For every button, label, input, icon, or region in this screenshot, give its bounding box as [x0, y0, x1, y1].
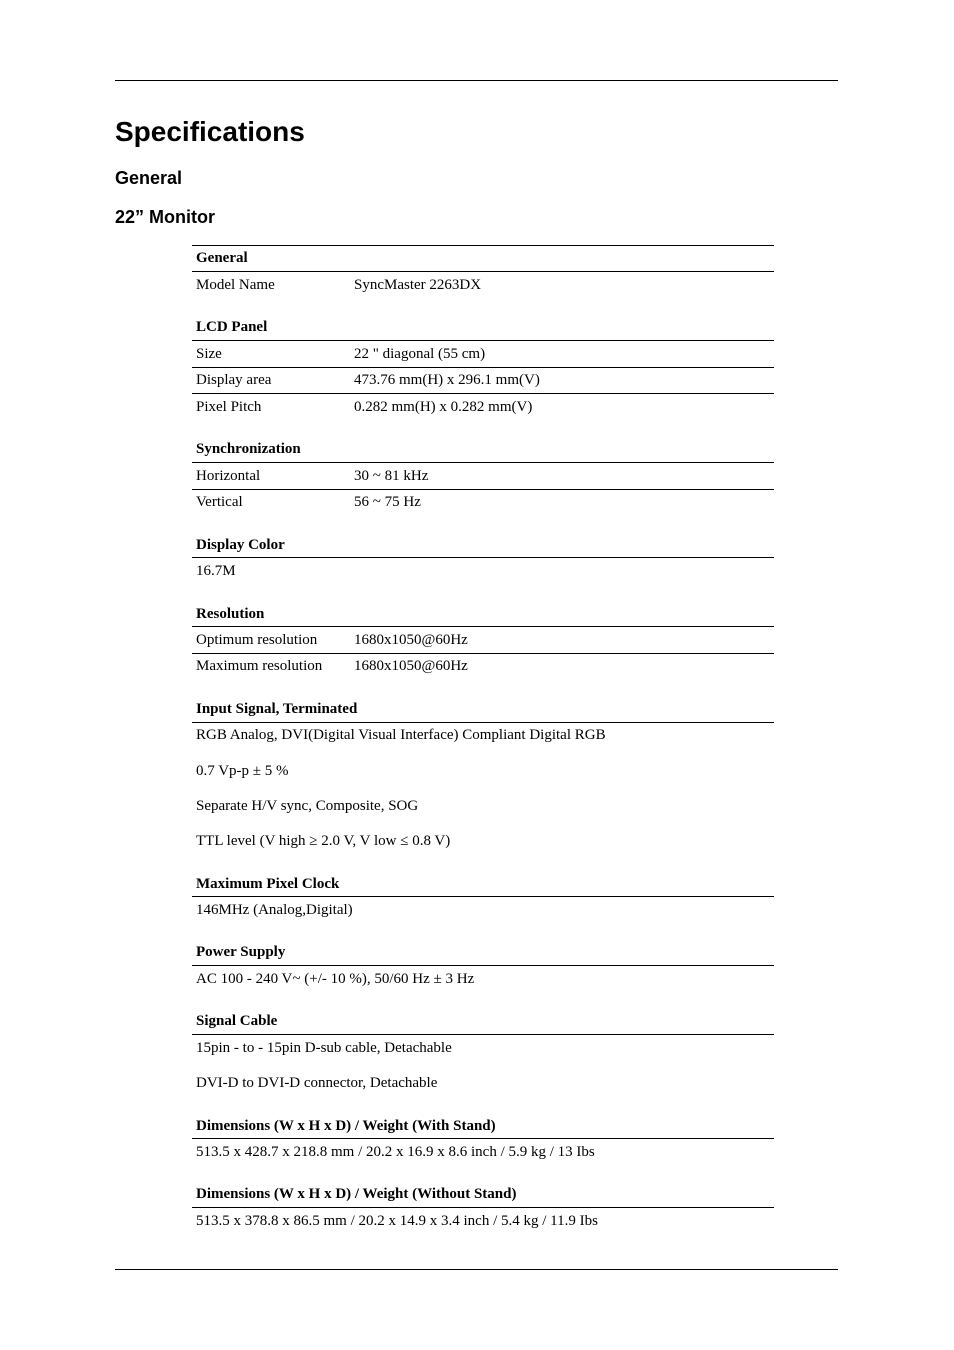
spec-group-heading: Signal Cable — [196, 1013, 278, 1029]
spec-label: Optimum resolution — [196, 632, 318, 648]
spec-text: Separate H/V sync, Composite, SOG — [196, 798, 419, 814]
spec-group-heading: Display Color — [196, 537, 285, 553]
row-divider — [192, 462, 774, 463]
spec-group-heading: Dimensions (W x H x D) / Weight (Without Stand) — [196, 1186, 517, 1202]
row-divider — [192, 489, 774, 490]
subsection-heading: 22” Monitor — [115, 207, 216, 227]
spec-value: 1680x1050@60Hz — [354, 658, 468, 674]
spec-group-heading: Power Supply — [196, 944, 286, 960]
row-divider — [192, 1138, 774, 1139]
row-divider — [192, 271, 774, 272]
table-top-border — [192, 245, 774, 246]
spec-value: 56 ~ 75 Hz — [354, 494, 421, 510]
bottom-rule — [115, 1269, 838, 1270]
spec-text: 513.5 x 378.8 x 86.5 mm / 20.2 x 14.9 x 3.4 inch / 5.4 kg / 11.9 Ibs — [196, 1213, 598, 1229]
spec-text: 15pin - to - 15pin D-sub cable, Detachable — [196, 1040, 452, 1056]
row-divider — [192, 1207, 774, 1208]
spec-label: Model Name — [196, 277, 275, 293]
section-heading: General — [115, 168, 183, 188]
spec-label: Size — [196, 346, 222, 362]
spec-label: Vertical — [196, 494, 243, 510]
row-divider — [192, 557, 774, 558]
row-divider — [192, 965, 774, 966]
spec-text: TTL level (V high ≥ 2.0 V, V low ≤ 0.8 V) — [196, 833, 451, 849]
spec-text: 16.7M — [196, 563, 236, 579]
top-rule — [115, 80, 838, 81]
spec-text: DVI-D to DVI-D connector, Detachable — [196, 1075, 438, 1091]
row-divider — [192, 367, 774, 368]
spec-group-heading: Synchronization — [196, 441, 301, 457]
row-divider — [192, 626, 774, 627]
spec-text: 513.5 x 428.7 x 218.8 mm / 20.2 x 16.9 x 8.6 inch / 5.9 kg / 13 Ibs — [196, 1144, 595, 1160]
row-divider — [192, 393, 774, 394]
spec-text: 0.7 Vp-p ± 5 % — [196, 763, 289, 779]
spec-group-heading: Resolution — [196, 606, 265, 622]
spec-value: SyncMaster 2263DX — [354, 277, 482, 293]
spec-label: Horizontal — [196, 468, 261, 484]
spec-label: Pixel Pitch — [196, 399, 262, 415]
spec-value: 1680x1050@60Hz — [354, 632, 468, 648]
row-divider — [192, 1034, 774, 1035]
spec-label: Display area — [196, 372, 272, 388]
spec-text: 146MHz (Analog,Digital) — [196, 902, 353, 918]
row-divider — [192, 340, 774, 341]
row-divider — [192, 896, 774, 897]
spec-value: 22 " diagonal (55 cm) — [354, 346, 486, 362]
spec-group-heading: Maximum Pixel Clock — [196, 876, 340, 892]
row-divider — [192, 653, 774, 654]
spec-value: 30 ~ 81 kHz — [354, 468, 429, 484]
spec-label: Maximum resolution — [196, 658, 323, 674]
spec-text: RGB Analog, DVI(Digital Visual Interface) Compliant Digital RGB — [196, 727, 606, 743]
spec-group-heading: LCD Panel — [196, 319, 268, 335]
row-divider — [192, 722, 774, 723]
page-title: Specifications — [115, 116, 305, 147]
spec-group-heading: Dimensions (W x H x D) / Weight (With Stand) — [196, 1118, 496, 1134]
spec-group-heading: General — [196, 250, 248, 266]
spec-value: 473.76 mm(H) x 296.1 mm(V) — [354, 372, 540, 388]
spec-group-heading: Input Signal, Terminated — [196, 701, 358, 717]
spec-text: AC 100 - 240 V~ (+/- 10 %), 50/60 Hz ± 3 Hz — [196, 971, 475, 987]
spec-value: 0.282 mm(H) x 0.282 mm(V) — [354, 399, 533, 415]
